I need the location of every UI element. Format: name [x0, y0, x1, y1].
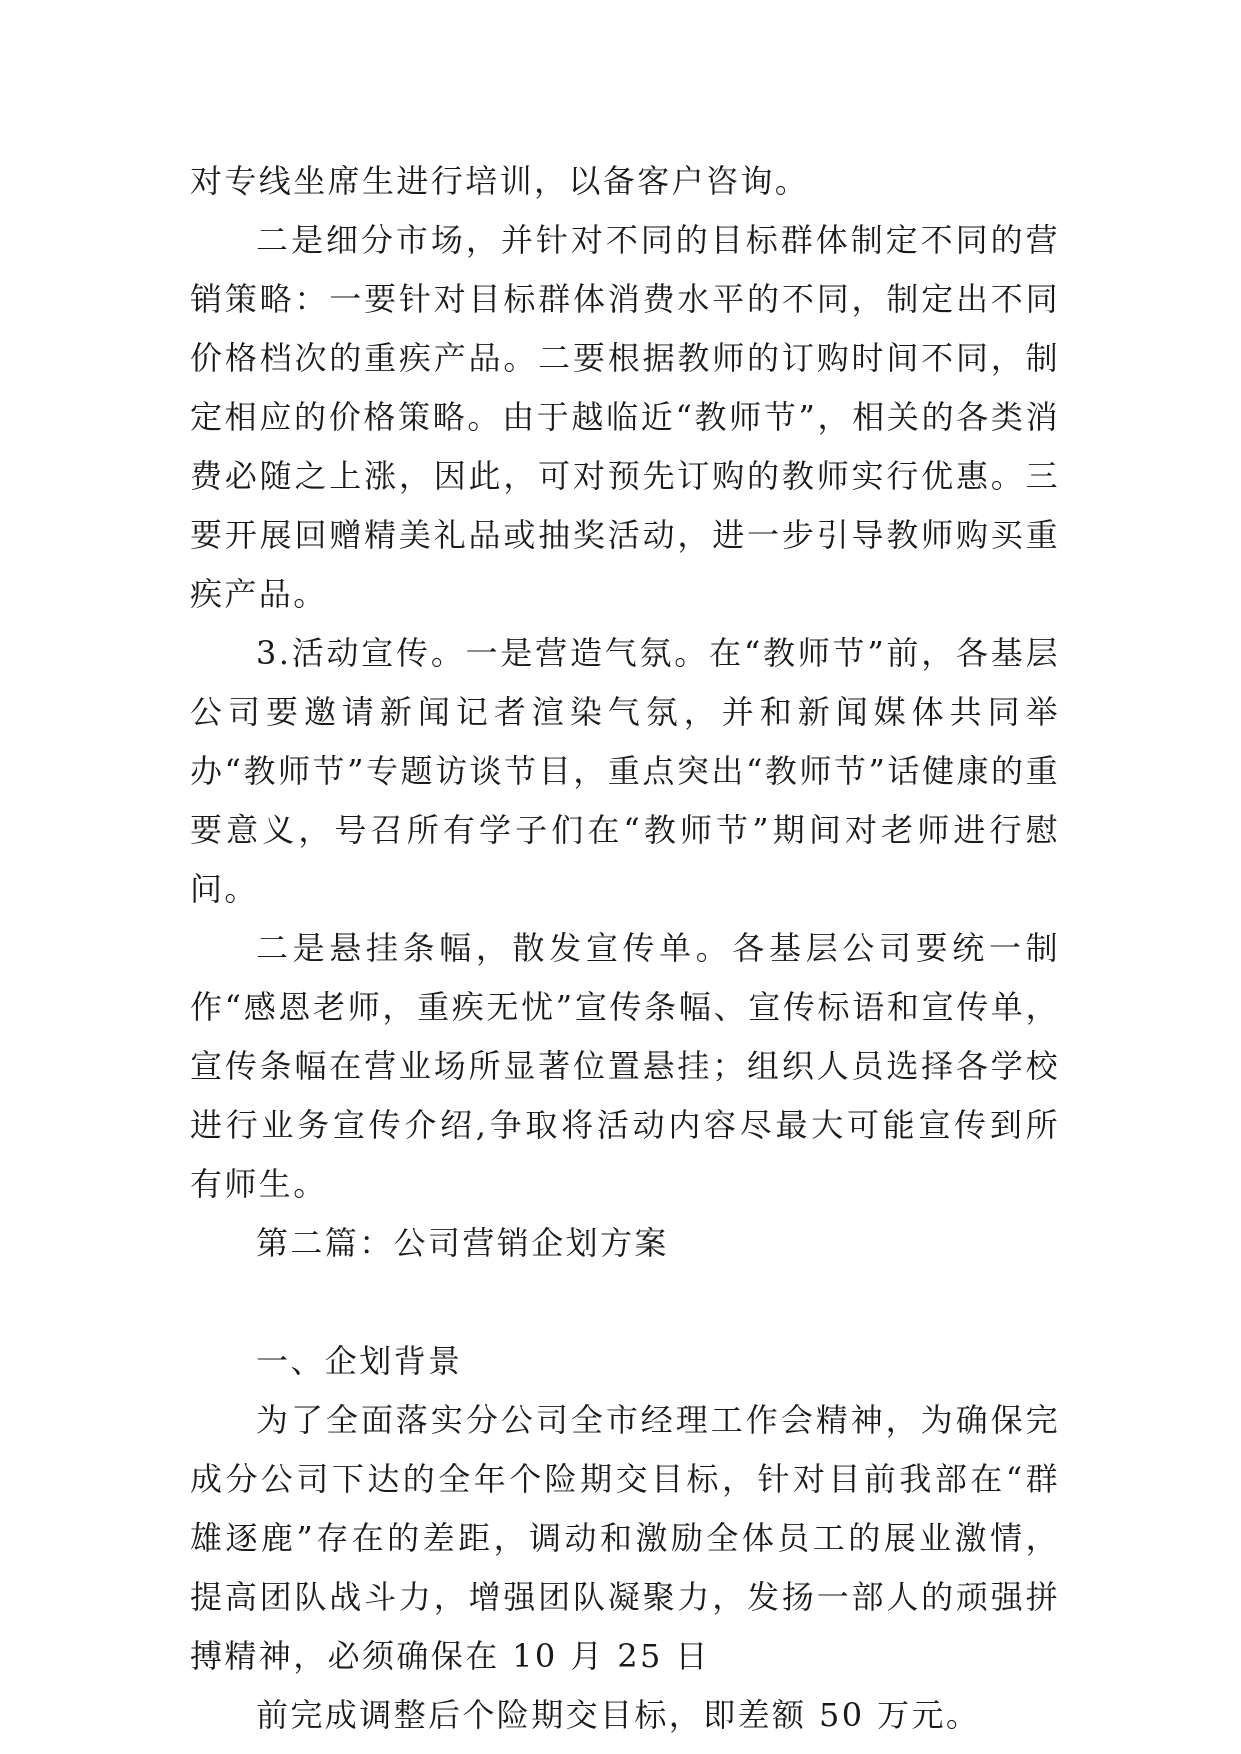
paragraph-6: 为了全面落实分公司全市经理工作会精神，为确保完成分公司下达的全年个险期交目标，针对目前我部在“群雄逐鹿”存在的差距，调动和激励全体员工的展业激情，提高团队战斗力，增强团队凝聚力，发扬一部人的顽强拼搏精神，必须确保在 10 月 25 日	[190, 1401, 1060, 1675]
document-body	[190, 152, 1060, 1745]
blank-line	[190, 1273, 1060, 1332]
paragraph-7: 前完成调整后个险期交目标，即差额 50 万元。	[256, 1696, 981, 1734]
paragraph-1: 对专线坐席生进行培训，以备客户咨询。	[190, 162, 810, 200]
section-heading: 一、企划背景	[256, 1342, 463, 1380]
paragraph-4: 二是悬挂条幅，散发宣传单。各基层公司要统一制作“感恩老师，重疾无忧”宣传条幅、宣传标语和宣传单，宣传条幅在营业场所显著位置悬挂；组织人员选择各学校进行业务宣传介绍,争取将活动内容尽最大可能宣传到所有师生。	[190, 929, 1060, 1203]
chapter-title: 第二篇：公司营销企划方案	[256, 1224, 669, 1262]
paragraph-3: 3.活动宣传。一是营造气氛。在“教师节”前，各基层公司要邀请新闻记者渲染气氛，并和新闻媒体共同举办“教师节”专题访谈节目，重点突出“教师节”话健康的重要意义，号召所有学子们在“教师节”期间对老师进行慰问。	[190, 634, 1060, 908]
paragraph-2: 二是细分市场，并针对不同的目标群体制定不同的营销策略：一要针对目标群体消费水平的不同，制定出不同价格档次的重疾产品。二要根据教师的订购时间不同，制定相应的价格策略。由于越临近“教师节”，相关的各类消费必随之上涨，因此，可对预先订购的教师实行优惠。三要开展回赠精美礼品或抽奖活动，进一步引导教师购买重疾产品。	[190, 221, 1060, 613]
